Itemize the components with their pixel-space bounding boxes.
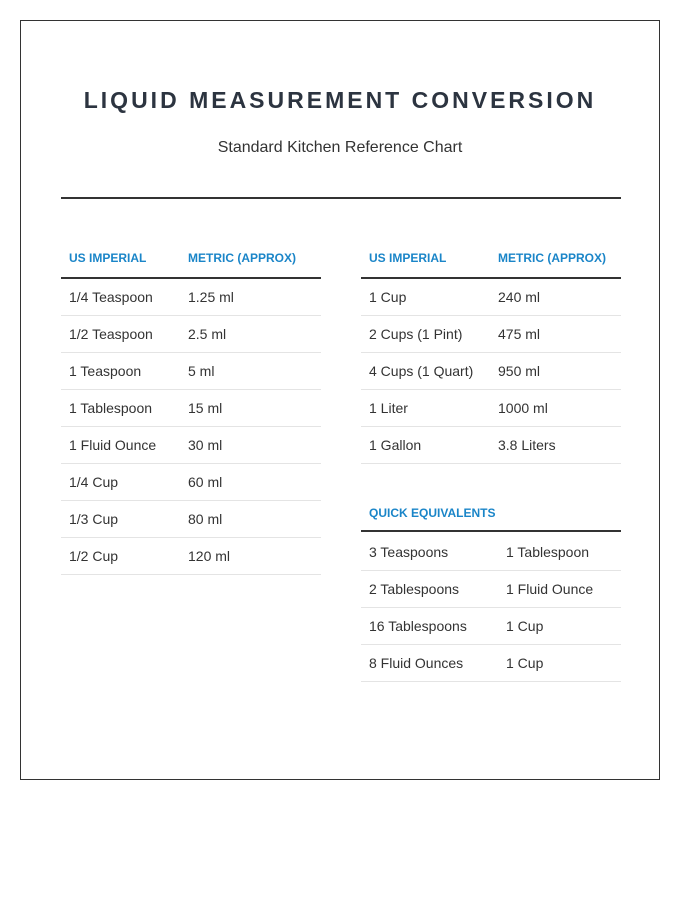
metric-cell: 3.8 Liters [490, 427, 621, 464]
equivalent-to-cell: 1 Cup [498, 608, 621, 645]
us-imperial-cell: 1/3 Cup [61, 501, 180, 538]
us-imperial-cell: 1 Teaspoon [61, 353, 180, 390]
us-imperial-cell: 1/2 Teaspoon [61, 316, 180, 353]
table-row [61, 390, 321, 427]
us-imperial-cell: 4 Cups (1 Quart) [361, 353, 490, 390]
title-divider [61, 197, 621, 199]
metric-cell: 475 ml [490, 316, 621, 353]
small-measures-table [61, 239, 321, 575]
quick-equivalents-heading: QUICK EQUIVALENTS [361, 494, 621, 532]
table-row [361, 534, 621, 571]
table-row [361, 608, 621, 645]
metric-cell: 60 ml [180, 464, 321, 501]
metric-cell: 80 ml [180, 501, 321, 538]
us-imperial-cell: 1/4 Cup [61, 464, 180, 501]
metric-cell: 950 ml [490, 353, 621, 390]
us-imperial-cell: 1 Cup [361, 278, 490, 316]
equivalent-from-cell: 16 Tablespoons [361, 608, 498, 645]
us-imperial-cell: 1/4 Teaspoon [61, 278, 180, 316]
equivalent-to-cell: 1 Fluid Ounce [498, 571, 621, 608]
table-row [361, 278, 621, 316]
equivalent-from-cell: 2 Tablespoons [361, 571, 498, 608]
us-imperial-cell: 2 Cups (1 Pint) [361, 316, 490, 353]
table-row [361, 353, 621, 390]
table-header-row [61, 239, 321, 278]
equivalent-to-cell: 1 Cup [498, 645, 621, 682]
table-row [61, 316, 321, 353]
table-header-row [361, 239, 621, 278]
table-row [361, 571, 621, 608]
metric-cell: 120 ml [180, 538, 321, 575]
page-subtitle: Standard Kitchen Reference Chart [217, 139, 463, 156]
metric-cell: 1.25 ml [180, 278, 321, 316]
metric-cell: 1000 ml [490, 390, 621, 427]
table-row [61, 538, 321, 575]
metric-cell: 240 ml [490, 278, 621, 316]
column-header-metric: METRIC (APPROX) [490, 239, 621, 278]
us-imperial-cell: 1 Tablespoon [61, 390, 180, 427]
column-header-us-imperial: US IMPERIAL [361, 239, 490, 278]
column-header-us-imperial: US IMPERIAL [61, 239, 180, 278]
equivalent-from-cell: 8 Fluid Ounces [361, 645, 498, 682]
large-measures-table [361, 239, 621, 464]
equivalent-to-cell: 1 Tablespoon [498, 534, 621, 571]
us-imperial-cell: 1 Fluid Ounce [61, 427, 180, 464]
table-row [61, 464, 321, 501]
conversion-chart-card [20, 20, 660, 780]
table-row [361, 645, 621, 682]
us-imperial-cell: 1/2 Cup [61, 538, 180, 575]
metric-cell: 5 ml [180, 353, 321, 390]
column-header-metric: METRIC (APPROX) [180, 239, 321, 278]
us-imperial-cell: 1 Liter [361, 390, 490, 427]
table-row [61, 278, 321, 316]
table-row [61, 427, 321, 464]
table-row [361, 427, 621, 464]
quick-equivalents-table [361, 534, 621, 682]
equivalent-from-cell: 3 Teaspoons [361, 534, 498, 571]
page-title: LIQUID MEASUREMENT CONVERSION [83, 87, 597, 113]
table-row [361, 316, 621, 353]
table-row [361, 390, 621, 427]
metric-cell: 2.5 ml [180, 316, 321, 353]
metric-cell: 30 ml [180, 427, 321, 464]
table-row [61, 353, 321, 390]
us-imperial-cell: 1 Gallon [361, 427, 490, 464]
metric-cell: 15 ml [180, 390, 321, 427]
table-row [61, 501, 321, 538]
